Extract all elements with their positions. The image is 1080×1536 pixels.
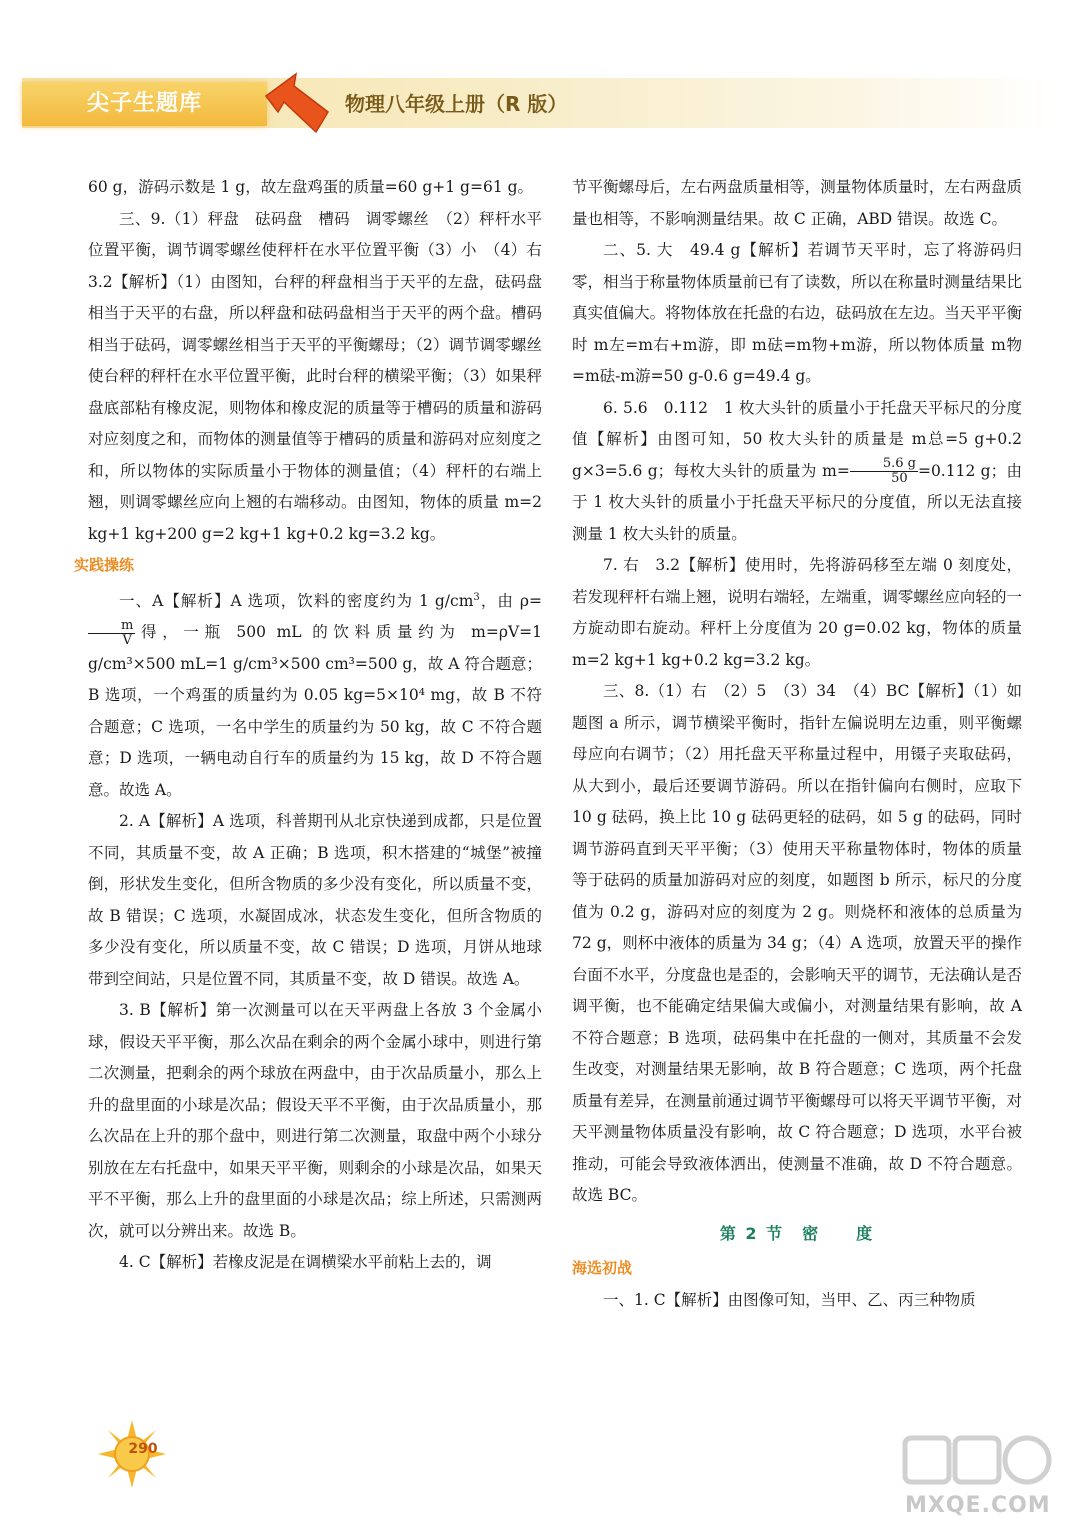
- answer-paragraph: 一、A【解析】A 选项，饮料的密度约为 1 $g/cm^3$，由 ρ= $\frac{m}{V}$ 得，一瓶 500 mL 的饮料质量约为 m=ρV=1 g/cm³×500 mL=1 g/cm³×500 cm³=500 g，故 A 符合题意；B 选项，一个鸡蛋的质量约为 0.05 kg=5×10⁴ mg，故 B 不符合题意；C 选项，一名中学生的质量约为 50 kg，故 C 不符合题意；D 选项，一辆电动自行车的质量约为 15 kg，故 D 不符合题意。故选 A。: [88, 591, 542, 799]
- answer-paragraph: 3. B【解析】第一次测量可以在天平两盘上各放 3 个金属小球，假设天平平衡，那么次品在剩余的两个金属小球中，则进行第二次测量，把剩余的两个球放在两盘中，由于次品质量小，那么上升的盘里面的小球是次品；假设天平不平衡，由于次品质量小，那么次品在上升的那个盘中，则进行第二次测量，取盘中两个小球分别放在左右托盘中，如果天平平衡，则剩余的小球是次品，如果天平不平衡，那么上升的盘里面的小球是次品；综上所述，只需测两次，就可以分辨出来。故选 B。: [88, 1001, 542, 1240]
- answer-paragraph: 6. 5.6 0.112 1 枚大头针的质量小于托盘天平标尺的分度值【解析】由图可知，50 枚大头针的质量是 m总=5 g+0.2 g×3=5.6 g；每枚大头针的质量为 m= $\frac{5.6 g}{50}$ =0.112 g；由于 1 枚大头针的质量小于托盘天平标尺的分度值，所以无法直接测量 1 枚大头针的质量。: [572, 398, 1022, 543]
- left-column: [74, 172, 558, 1279]
- series-brand: 尖子生题库: [22, 82, 267, 126]
- section-heading: 海选初战: [572, 1259, 633, 1277]
- answer-paragraph: 一、1. C【解析】由图像可知，当甲、乙、丙三种物质: [603, 1290, 976, 1309]
- answer-paragraph: 节平衡螺母后，左右两盘质量相等，测量物体质量时，左右两盘质量也相等，不影响测量结果。故 C 正确，ABD 错误。故选 C。: [572, 178, 1022, 228]
- book-title: 物理八年级上册（R 版）: [345, 92, 568, 116]
- answer-paragraph: 7. 右 3.2【解析】使用时，先将游码移至左端 0 刻度处，若发现秤杆右端上翘，说明右端轻，左端重，调零螺丝应向轻的一方旋动即右旋动。秤杆上分度值为 20 g=0.02 kg，物体的质量 m=2 kg+1 kg+0.2 kg=3.2 kg。: [572, 556, 1022, 669]
- arrow-icon: [262, 72, 332, 138]
- mass-fraction: $\frac{5.6 g}{50}$: [850, 457, 918, 486]
- answer-paragraph: 三、9.（1）秤盘 砝码盘 槽码 调零螺丝 （2）秤杆水平位置平衡，调节调零螺丝使秤杆在水平位置平衡（3）小 （4）右 3.2【解析】（1）由图知，台秤的秤盘相当于天平的左盘，砝码盘相当于天平的右盘，所以秤盘和砝码盘相当于天平的两个盘。槽码相当于砝码，调零螺丝相当于天平的平衡螺母；（2）调节调零螺丝使台秤的秤杆在水平位置平衡，此时台秤的横梁平衡；（3）如果秤盘底部粘有橡皮泥，则物体和橡皮泥的质量等于槽码的质量和游码对应刻度之和，而物体的测量值等于槽码的质量和游码对应刻度之和，所以物体的实际质量小于物体的测量值；（4）秤杆的右端上翘，则调零螺丝应向上翘的右端移动。由图知，物体的质量 m=2 kg+1 kg+200 g=2 kg+1 kg+0.2 kg=3.2 kg。: [88, 209, 558, 543]
- density-fraction: $\frac{m}{V}$: [88, 619, 135, 648]
- section-heading: 实践操练: [74, 556, 135, 574]
- answer-paragraph: 60 g，游码示数是 1 g，故左盘鸡蛋的质量=60 g+1 g=61 g。: [88, 178, 534, 196]
- watermark-text: MXQE.COM: [905, 1493, 1051, 1518]
- page-header: [0, 0, 1080, 150]
- right-column: [572, 172, 1022, 1316]
- answer-paragraph: 4. C【解析】若橡皮泥是在调横梁水平前粘上去的，调: [119, 1253, 492, 1271]
- page-number: 290: [128, 1441, 158, 1457]
- answer-paragraph: 二、5. 大 49.4 g【解析】若调节天平时，忘了将游码归零，相当于称量物体质量前已有了读数，所以在称量时测量结果比真实值偏大。将物体放在托盘的右边，砝码放在左边。当天平平衡时 m左=m右+m游，即 m砝=m物+m游，所以物体质量 m物=m砝-m游=50 g-0.6 g=49.4 g。: [572, 241, 1022, 385]
- answer-paragraph: 2. A【解析】A 选项，科普期刊从北京快递到成都，只是位置不同，其质量不变，故 A 正确；B 选项，积木搭建的“城堡”被撞倒，形状发生变化，但所含物质的多少没有变化，所以质量不变，故 B 错误；C 选项，水凝固成冰，状态发生变化，但所含物质的多少没有变化，所以质量不变，故 C 错误；D 选项，月饼从地球带到空间站，只是位置不同，其质量不变，故 D 错误。故选 A。: [88, 812, 542, 988]
- answer-paragraph: 三、8.（1）右 （2）5 （3）34 （4）BC【解析】（1）如题图 a 所示，调节横梁平衡时，指针左偏说明左边重，则平衡螺母应向右调节；（2）用托盘天平称量过程中，用镊子夹取砝码，从大到小，最后还要调节游码。所以在指针偏向右侧时，应取下 10 g 砝码，换上比 10 g 砝码更轻的砝码，如 5 g 的砝码，同时调节游码直到天平平衡；（3）使用天平称量物体时，物体的质量等于砝码的质量加游码对应的刻度，如题图 b 所示，标尺的分度值为 0.2 g，游码对应的刻度为 2 g。则烧杯和液体的总质量为 72 g，则杯中液体的质量为 34 g；（4）A 选项，放置天平的操作台面不水平，分度盘也是歪的，会影响天平的调节，无法确认是否调平衡，也不能确定结果偏大或偏小，对测量结果有影响，故 A 不符合题意；B 选项，砝码集中在托盘的一侧对，其质量不会发生改变，对测量结果无影响，故 B 符合题意；C 选项，两个托盘质量有差异，在测量前通过调节平衡螺母可以将天平调节平衡，对天平测量物体质量没有影响，故 C 符合题意；D 选项，水平台被推动，可能会导致液体洒出，使测量不准确，故 D 不符合题意。故选 BC。: [572, 682, 1022, 1204]
- section-title: 第 2 节 密 度: [719, 1223, 875, 1243]
